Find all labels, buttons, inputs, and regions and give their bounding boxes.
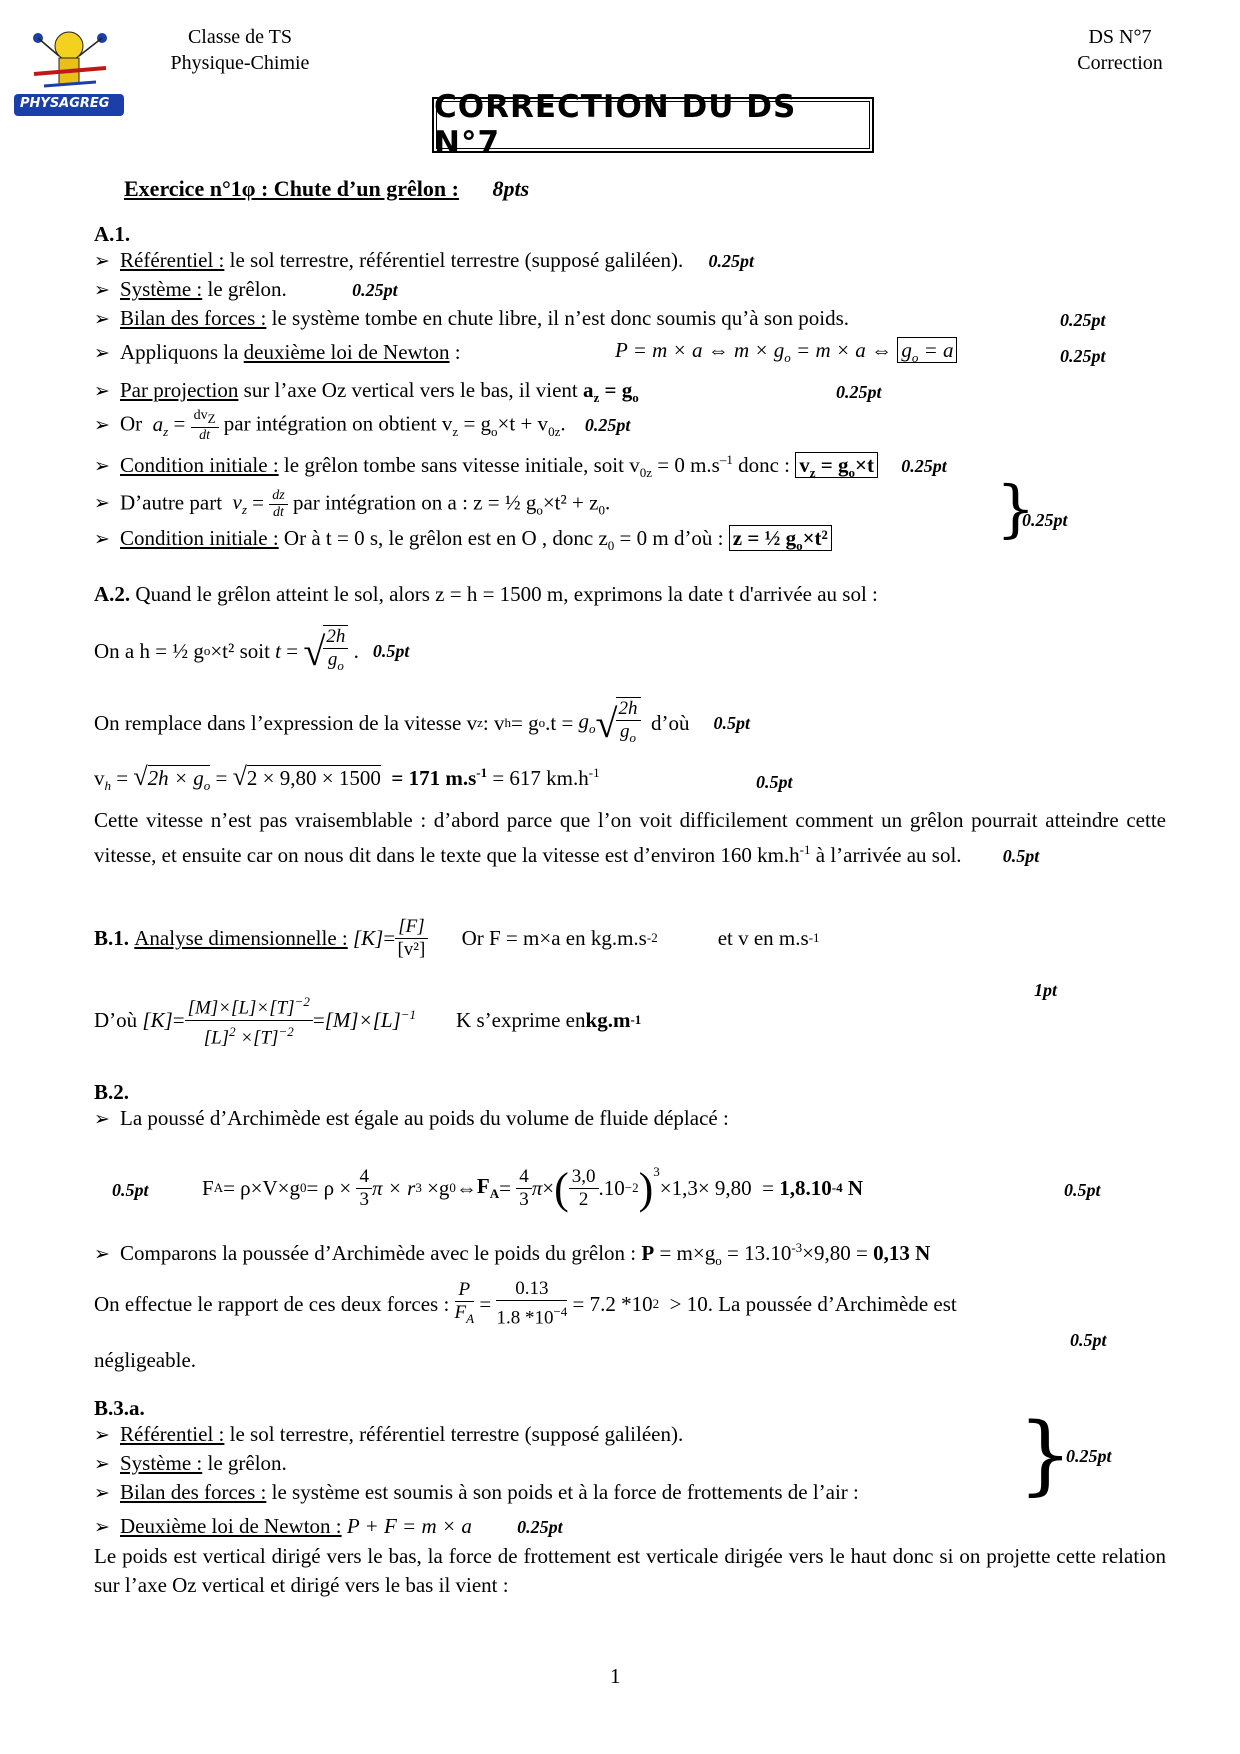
arrow-bullet-icon: ➢ xyxy=(94,309,110,330)
points-badge: 0.25pt xyxy=(901,456,947,476)
newton-equation: P = m × a ⇔ $m \times g_o = m \times a$ ⇔ $g_o = a$ xyxy=(615,338,957,366)
a1-heading: A.1. xyxy=(94,222,131,246)
a2-speed-value: $v_h = √2h \times g_o = √2 \times 9,80 \times 1500 = 171$ $m.s^{-1} = 617$ $km.h^{-1}$ xyxy=(94,762,600,794)
projection-label: Par projection xyxy=(120,378,239,402)
physagreg-logo xyxy=(14,16,124,120)
bilan-label: Bilan des forces : xyxy=(120,1480,267,1504)
bilan-text: le système est soumis à son poids et à la force de frottements de l’air : xyxy=(266,1480,859,1504)
arrow-bullet-icon: ➢ xyxy=(94,1244,110,1265)
b1-k-unit-value: kg.m xyxy=(585,1007,631,1032)
b2-ratio: On effectue le rapport de ces deux forces : $\frac{P}{F_A}$ = $\frac{0.13}{1.8 *10^{-4}}$ = 7.2 *10 2 > 10 . La poussée d’Archimède est xyxy=(94,1278,957,1329)
group-brace-icon: } xyxy=(1018,1405,1073,1505)
logo-text: PHYSAGREG xyxy=(20,96,110,111)
a1-autre-part: ➢ D’autre part $v_z$ = $\frac{dz}{dt}$ par intégration on a : z = ½ $g_o\times t^2 + z_0$. xyxy=(94,488,611,520)
a2-heading: A.2. xyxy=(94,582,131,606)
b3a-systeme xyxy=(94,1451,287,1476)
points-badge: 0.5pt xyxy=(1064,1180,1101,1200)
b2-heading: B.2. xyxy=(94,1080,130,1104)
autre-part-label: D’autre part xyxy=(120,490,223,515)
page-number: 1 xyxy=(610,1664,621,1688)
b3a-newton: ➢ Deuxième loi de Newton : P + F = m × a 0.25pt xyxy=(94,1514,563,1538)
b1-dou: D’où xyxy=(94,1007,138,1032)
ds-correction: Correction xyxy=(1077,52,1163,74)
newton-post: : xyxy=(449,340,461,364)
referentiel-text: le sol terrestre, référentiel terrestre (supposé galiléen). xyxy=(224,248,684,272)
arrow-bullet-icon: ➢ xyxy=(94,414,110,436)
a1-systeme xyxy=(94,277,398,302)
class-header xyxy=(140,24,340,76)
referentiel-label: Référentiel : xyxy=(120,1422,225,1446)
exercise-points: 8pts xyxy=(492,176,530,201)
systeme-label: Système : xyxy=(120,1451,203,1475)
subject-line: Physique-Chimie xyxy=(170,52,310,74)
page-title-text: CORRECTION DU DS N°7 xyxy=(434,89,797,161)
arrow-bullet-icon: ➢ xyxy=(94,529,110,550)
b3a-heading: B.3.a. xyxy=(94,1396,145,1420)
a2-speed-expression: On remplace dans l’expression de la vitesse v z : v h = g o .t = $g_o$ √ $\frac{2h}{g_o}$ d’où 0.5pt xyxy=(94,690,750,756)
bilan-text: le système tombe en chute libre, il n’est donc soumis qu’à son poids. xyxy=(266,306,850,330)
arrow-bullet-icon: ➢ xyxy=(94,381,110,402)
b1-force-units: Or F = m×a en kg.m.s xyxy=(461,925,647,950)
referentiel-label: Référentiel : xyxy=(120,248,225,272)
points-badge: 0.5pt xyxy=(756,772,793,792)
b2-archimede-formula: F A = ρ×V×g 0 = ρ × $\frac{4}{3}$ π × r 3 ×g 0 ⇔ $F_A$ = $\frac{4}{3}$ π × ( $\frac{3,0}{2}$ .10 −2 ) $^3$ ×1,3× 9,80 = 1,8.10 -4 N xyxy=(202,1163,864,1213)
a2-line2-text: On remplace dans l’expression de la vitesse v xyxy=(94,710,478,735)
arrow-bullet-icon: ➢ xyxy=(94,1109,110,1130)
points-badge: 0.25pt xyxy=(708,251,755,271)
points-badge: 1pt xyxy=(1034,980,1058,1000)
a2-comment-text: Cette vitesse n’est pas vraisemblable : d’abord parce que l’on voit difficilement comment un grêlon pourrait atteindre cette vitesse, et ensuite car on nous dit dans le texte que la vitesse est d’environ 160 km.h xyxy=(94,808,1166,867)
a2-comment-end: à l’arrivée au sol. xyxy=(810,843,962,867)
b2-ratio-post: . La poussée d’Archimède est xyxy=(707,1291,957,1316)
arrow-bullet-icon: ➢ xyxy=(94,251,110,272)
systeme-label: Système : xyxy=(120,277,203,301)
points-badge: 0.25pt xyxy=(1022,510,1068,530)
b1-speed-units: et v en m.s xyxy=(717,925,809,950)
group-brace-icon: } xyxy=(996,472,1036,545)
points-badge: 0.25pt xyxy=(836,382,882,402)
a1-condition-initiale-2: ➢ Condition initiale : Or à t = 0 s, le grêlon est en O , donc $z_0 = 0$ m d’où : z = ½ $g_o\times t^2$ xyxy=(94,526,832,554)
a1-condition-initiale-1: ➢ Condition initiale : le grêlon tombe sans vitesse initiale, soit $v_{0z} = 0$ $m.s^{-1}$ donc : $v_z = g_o\times t$ 0.25pt xyxy=(94,452,947,481)
integration-text: par intégration on obtient v xyxy=(218,411,453,436)
b1-heading: B.1. xyxy=(94,925,130,950)
arrow-bullet-icon: ➢ xyxy=(94,280,110,301)
page-title xyxy=(432,89,874,161)
class-line: Classe de TS xyxy=(187,26,293,48)
points-badge: 0.25pt xyxy=(1060,346,1106,366)
a1-newton xyxy=(94,340,461,365)
points-badge: 0.5pt xyxy=(713,712,751,733)
b3a-final-paragraph: Le poids est vertical dirigé vers le bas, la force de frottement est verticale dirigée vers le haut donc si on projette cette relation sur l’axe Oz vertical et dirigé vers le bas il vient : xyxy=(94,1544,1166,1597)
points-badge: 0.5pt xyxy=(1002,846,1040,866)
newton-label: deuxième loi de Newton xyxy=(243,340,450,364)
speed-result: = 171 m.s xyxy=(391,766,477,790)
b3a-bilan xyxy=(94,1480,859,1505)
b1-label: Analyse dimensionnelle : xyxy=(134,925,348,950)
autre-part-text: par intégration on a : z = ½ g xyxy=(287,490,537,515)
a1-referentiel xyxy=(94,248,754,273)
points-badge: 0.5pt xyxy=(112,1180,149,1200)
speed-kmh: = 617 km.h xyxy=(487,766,589,790)
arrow-bullet-icon: ➢ xyxy=(94,493,110,515)
a1-bilan xyxy=(94,306,849,331)
a2-time-expression: On a h = ½ g o ×t² soit t = √ $\frac{2h}{g_o}$ . 0.5pt xyxy=(94,614,409,688)
b2-compare-text: Comparons la poussée d’Archimède avec le poids du grêlon : xyxy=(120,1241,642,1265)
arrow-bullet-icon: ➢ xyxy=(94,1454,110,1475)
a2-intro xyxy=(94,582,878,607)
b2-archimede xyxy=(94,1106,729,1131)
b1-result: D’où [K] = $\frac{[M]\times[L]\times[T]^{-2}}{[L]^2 \times[T]^{-2}}$ = $[M]\times[L]^{-1}$ K s’exprime en kg.m -1 xyxy=(94,984,641,1056)
referentiel-text: le sol terrestre, référentiel terrestre (supposé galiléen). xyxy=(224,1422,684,1446)
ci2-label: Condition initiale : xyxy=(120,526,279,550)
a2-comment: Cette vitesse n’est pas vraisemblable : d’abord parce que l’on voit difficilement comment un grêlon pourrait atteindre cette vitesse, et ensuite car on nous dit dans le texte que la vitesse est d’environ 160 $km.h^{-1}$ à l’arrivée au sol. 0.5pt xyxy=(94,808,1166,867)
b1-k-unit-text: K s’exprime en xyxy=(456,1007,586,1032)
a2-line1-text: On a h = ½ g xyxy=(94,638,204,663)
exercise-heading xyxy=(124,176,529,202)
arrow-bullet-icon: ➢ xyxy=(94,456,110,477)
points-badge: 0.25pt xyxy=(1060,310,1106,330)
b2-archi-text: La poussé d’Archimède est égale au poids du volume de fluide déplacé : xyxy=(120,1106,729,1130)
b2-ratio-pre: On effectue le rapport de ces deux forces : xyxy=(94,1291,450,1316)
points-badge: 0.25pt xyxy=(352,280,398,300)
b2-compare: ➢ Comparons la poussée d’Archimède avec le poids du grêlon : $P = m\times g_o = 13.10^{-3}\times 9,80 = 0,13$ N xyxy=(94,1240,931,1269)
points-badge: 0.25pt xyxy=(1066,1446,1112,1466)
newton-pre: Appliquons la xyxy=(120,340,244,364)
arrow-bullet-icon: ➢ xyxy=(94,1425,110,1446)
ds-number: DS N°7 xyxy=(1088,26,1152,48)
ds-header xyxy=(1050,24,1190,76)
a2-intro-text: Quand le grêlon atteint le sol, alors z = h = 1500 m, exprimons la date t d'arrivée au sol : xyxy=(130,582,878,606)
archimede-result: 1,8.10 xyxy=(779,1175,832,1200)
a1-integration: ➢ Or $a_z$ = $\frac{dv_Z}{dt}$ par intégration on obtient $v_z = g_o\times t + v_{0z}$. 0.25pt xyxy=(94,408,631,443)
systeme-text: le grêlon. xyxy=(202,1451,287,1475)
points-badge: 0.25pt xyxy=(584,414,631,435)
b1-dimension: B.1. Analyse dimensionnelle : [K] = $\frac{[F]}{\text{[v²]}}$ Or F = m×a en kg.m.s -2 et v en m.s -1 xyxy=(94,915,820,960)
points-badge: 0.5pt xyxy=(372,640,410,661)
newton-label: Deuxième loi de Newton : xyxy=(120,1514,342,1538)
a1-projection: ➢ Par projection sur l’axe Oz vertical vers le bas, il vient $a_z = g_o$ xyxy=(94,378,639,406)
arrow-bullet-icon: ➢ xyxy=(94,1483,110,1504)
bilan-label: Bilan des forces : xyxy=(120,306,267,330)
systeme-text: le grêlon. xyxy=(202,277,287,301)
exercise-label: Exercice n°1φ : Chute d’un grêlon : xyxy=(124,176,459,201)
ci1-text: le grêlon tombe sans vitesse initiale, soit v xyxy=(278,453,640,477)
ci2-text: Or à t = 0 s, le grêlon est en O , donc z xyxy=(278,526,608,550)
ci1-label: Condition initiale : xyxy=(120,453,279,477)
points-badge: 0.25pt xyxy=(517,1517,563,1537)
b3a-referentiel xyxy=(94,1422,683,1447)
weight-result: 0,13 N xyxy=(873,1241,931,1265)
projection-text: sur l’axe Oz vertical vers le bas, il vient xyxy=(238,378,584,402)
b2-negligeable: négligeable. xyxy=(94,1348,197,1372)
arrow-bullet-icon: ➢ xyxy=(94,1517,110,1538)
points-badge: 0.5pt xyxy=(1070,1330,1107,1350)
arrow-bullet-icon: ➢ xyxy=(94,343,110,364)
